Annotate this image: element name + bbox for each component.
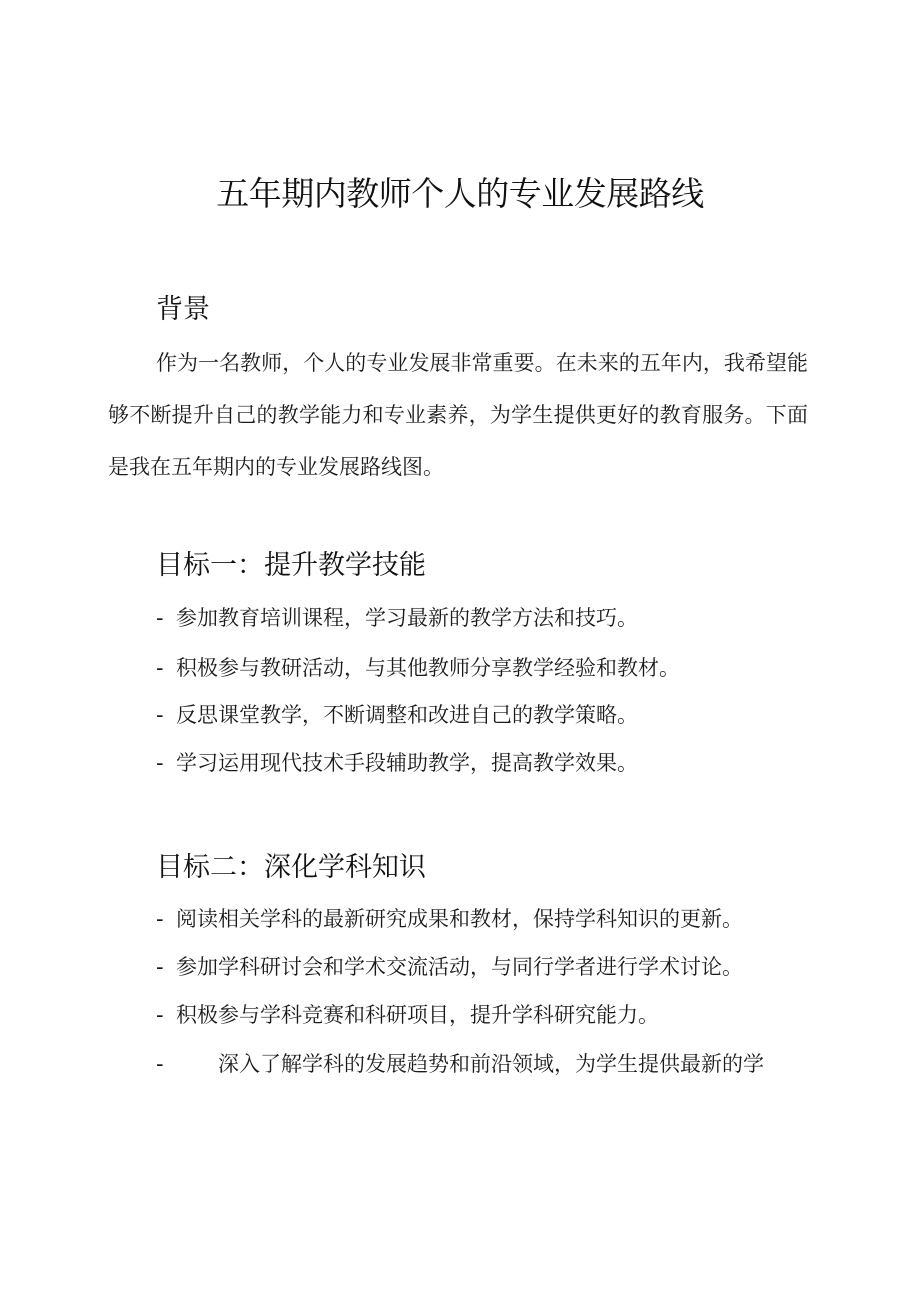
list-item <box>156 901 743 937</box>
bullet-dash: - <box>156 1052 164 1076</box>
list-item-text: 学习运用现代技术手段辅助教学，提高教学效果。 <box>176 751 638 775</box>
bullet-dash: - <box>156 1003 164 1027</box>
bullet-dash: - <box>156 907 164 931</box>
bullet-dash: - <box>156 955 164 979</box>
bullet-dash: - <box>156 751 164 775</box>
list-item-text: 深入了解学科的发展趋势和前沿领域，为学生提供最新的学 <box>218 1052 764 1076</box>
list-item-text: 积极参与教研活动，与其他教师分享教学经验和教材。 <box>176 656 680 680</box>
list-item <box>156 745 638 781</box>
section-heading-goal-2: 目标二：深化学科知识 <box>156 852 426 883</box>
list-item <box>156 1046 764 1082</box>
bullet-dash: - <box>156 656 164 680</box>
list-item-text: 参加学科研讨会和学术交流活动，与同行学者进行学术讨论。 <box>176 955 743 979</box>
list-item <box>156 997 659 1033</box>
document-title: 五年期内教师个人的专业发展路线 <box>216 174 704 213</box>
list-item-text: 阅读相关学科的最新研究成果和教材，保持学科知识的更新。 <box>176 907 743 931</box>
bullet-dash: - <box>156 606 164 630</box>
background-paragraph: 作为一名教师，个人的专业发展非常重要。在未来的五年内，我希望能够不断提升自己的教学能力和专业素养，为学生提供更好的教育服务。下面是我在五年期内的专业发展路线图。 <box>108 351 808 479</box>
section-heading-background: 背景 <box>156 294 210 325</box>
list-item <box>156 697 638 733</box>
list-item-text: 反思课堂教学，不断调整和改进自己的教学策略。 <box>176 703 638 727</box>
section-heading-goal-1: 目标一：提升教学技能 <box>156 550 426 581</box>
list-item <box>156 949 743 985</box>
list-item-text: 积极参与学科竞赛和科研项目，提升学科研究能力。 <box>176 1003 659 1027</box>
list-item-text: 参加教育培训课程，学习最新的教学方法和技巧。 <box>176 606 638 630</box>
bullet-dash: - <box>156 703 164 727</box>
list-item <box>156 600 638 636</box>
list-item <box>156 650 680 686</box>
